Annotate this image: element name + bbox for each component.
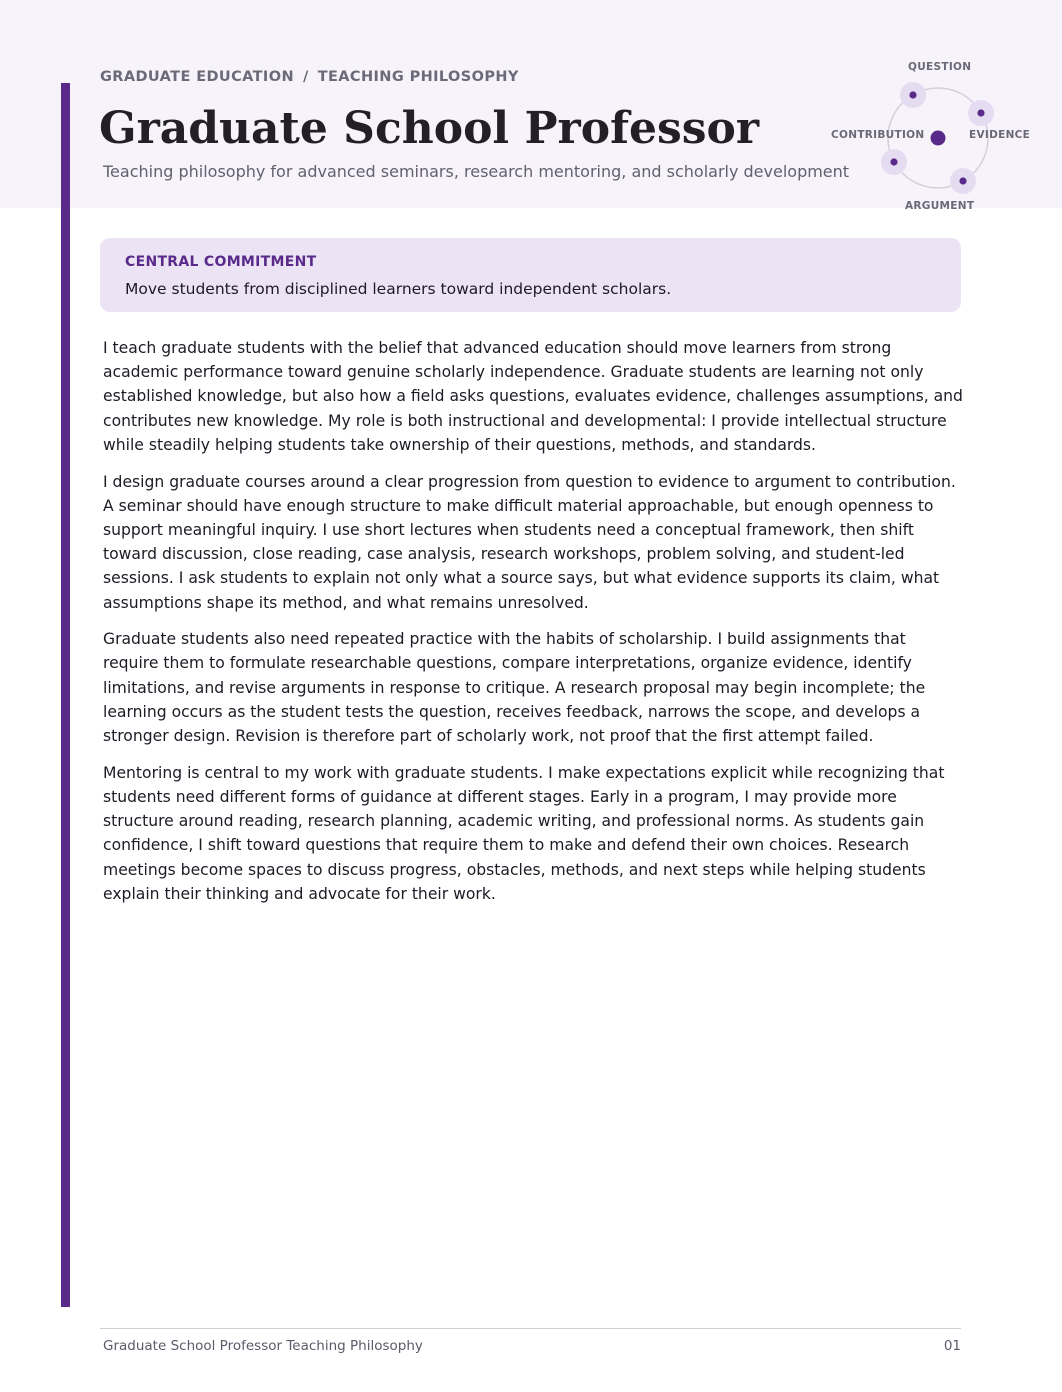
- cycle-label-contribution: CONTRIBUTION: [831, 129, 925, 141]
- cycle-node-evidence: [977, 109, 984, 116]
- breadcrumb-separator: /: [303, 69, 309, 85]
- cycle-node-contribution: [890, 158, 897, 165]
- cycle-center-dot: [931, 131, 946, 146]
- page-title: Graduate School Professor: [99, 103, 760, 154]
- cycle-label-evidence: EVIDENCE: [969, 129, 1031, 141]
- scholarship-cycle-diagram: [826, 56, 1036, 216]
- cycle-node-argument: [959, 177, 966, 184]
- central-commitment-callout: [100, 238, 961, 312]
- central-commitment-label: CENTRAL COMMITMENT: [125, 254, 317, 270]
- body-paragraph: I design graduate courses around a clear progression from question to evidence to argument to contribution. A seminar should have enough structure to make difficult material approachable, but enough openness to support meaningful inquiry. I use short lectures when students need a conceptual framework, then shift toward discussion, close reading, case analysis, research workshops, problem solving, and student-led sessions. I ask students to explain not only what a source says, but what evidence supports its claim, what assumptions shape its method, and what remains unresolved.: [103, 472, 956, 612]
- body-paragraph: Graduate students also need repeated practice with the habits of scholarship. I build assignments that require them to formulate researchable questions, compare interpretations, organize evidence, identify limitations, and revise arguments in response to critique. A research proposal may begin incomplete; the learning occurs as the student tests the question, receives feedback, narrows the scope, and develops a stronger design. Revision is therefore part of scholarly work, not proof that the first attempt failed.: [103, 630, 926, 746]
- body-paragraph: I teach graduate students with the belief that advanced education should move learners from strong academic performance toward genuine scholarly independence. Graduate students are learning not only established knowledge, but also how a field asks questions, evaluates evidence, challenges assumptions, and contributes new knowledge. My role is both instructional and developmental: I provide intellectual structure while steadily helping students take ownership of their questions, methods, and standards.: [103, 339, 963, 454]
- body-paragraph: Mentoring is central to my work with graduate students. I make expectations explicit while recognizing that students need different forms of guidance at different stages. Early in a program, I may provide more structure around reading, research planning, academic writing, and professional norms. As students gain confidence, I shift toward questions that require them to make and defend their own choices. Research meetings become spaces to discuss progress, obstacles, methods, and next steps while helping students explain their thinking and advocate for their work.: [103, 763, 945, 903]
- central-commitment-text: Move students from disciplined learners toward independent scholars.: [125, 280, 672, 298]
- accent-bar: [61, 83, 70, 1307]
- philosophy-body: [103, 336, 963, 918]
- breadcrumb-item-graduate-education: GRADUATE EDUCATION: [100, 69, 294, 85]
- cycle-node-question: [909, 91, 916, 98]
- footer-document-title: Graduate School Professor Teaching Philosophy: [103, 1338, 423, 1354]
- breadcrumb-item-teaching-philosophy: TEACHING PHILOSOPHY: [317, 69, 519, 85]
- cycle-label-question: QUESTION: [908, 61, 972, 73]
- breadcrumb: [100, 69, 519, 85]
- cycle-label-argument: ARGUMENT: [905, 200, 975, 212]
- page-subtitle: Teaching philosophy for advanced seminars, research mentoring, and scholarly development: [103, 162, 850, 181]
- footer-page-number: 01: [943, 1338, 961, 1354]
- footer-divider: [100, 1328, 961, 1329]
